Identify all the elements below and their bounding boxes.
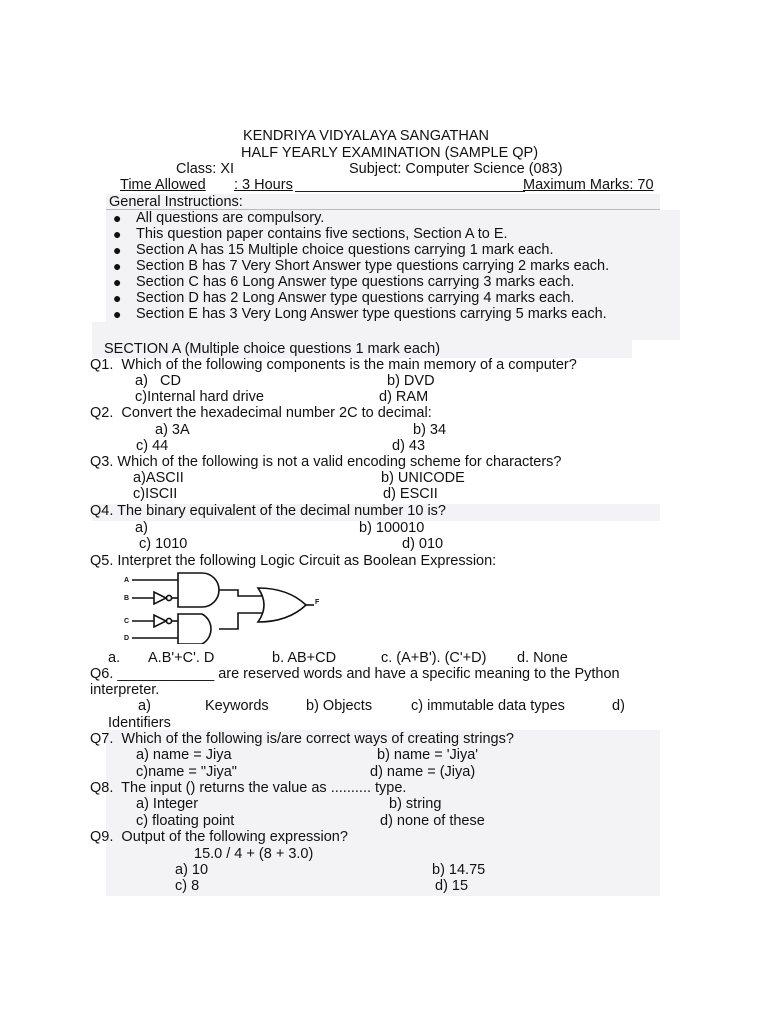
- q1-option-a: a) CD: [135, 373, 181, 389]
- bullet-icon: ●: [113, 290, 122, 306]
- q7-question: Q7. Which of the following is/are correct ways of creating strings?: [90, 731, 514, 747]
- time-allowed-label: Time Allowed: [120, 177, 206, 193]
- q7-option-d: d) name = (Jiya): [370, 764, 476, 780]
- q5-question: Q5. Interpret the following Logic Circuit as Boolean Expression:: [90, 553, 497, 569]
- instruction-item: This question paper contains five sections, Section A to E.: [136, 226, 508, 242]
- q9-option-b: b) 14.75: [432, 862, 486, 878]
- q1-option-c: c)Internal hard drive: [135, 389, 264, 405]
- q8-option-b: b) string: [389, 796, 442, 812]
- q5-option-c: c. (A+B'). (C'+D): [381, 650, 487, 666]
- q4-option-b: b) 100010: [359, 520, 425, 536]
- q6-option-c: c) immutable data types: [411, 698, 565, 714]
- instruction-item: Section A has 15 Multiple choice questions carrying 1 mark each.: [136, 242, 554, 258]
- org-title: KENDRIYA VIDYALAYA SANGATHAN: [243, 128, 490, 144]
- logic-circuit-diagram: [118, 570, 328, 644]
- q7-option-a: a) name = Jiya: [136, 747, 232, 763]
- q4-option-a: a): [135, 520, 148, 536]
- q1-question: Q1. Which of the following components is the main memory of a computer?: [90, 357, 577, 373]
- time-allowed-value: : 3 Hours: [234, 177, 293, 193]
- q6-option-num: a): [138, 698, 151, 714]
- circuit-label-c: C: [124, 618, 130, 625]
- q6-option-d: d): [612, 698, 625, 714]
- section-a-title: SECTION A (Multiple choice questions 1 mark each): [104, 341, 441, 357]
- q9-option-a: a) 10: [175, 862, 209, 878]
- instruction-item: Section C has 6 Long Answer type questions carrying 3 marks each.: [136, 274, 575, 290]
- bullet-icon: ●: [113, 210, 122, 226]
- instruction-item: Section E has 3 Very Long Answer type questions carrying 5 marks each.: [136, 306, 607, 322]
- q5-option-d: d. None: [517, 650, 568, 666]
- q4-option-d: d) 010: [402, 536, 444, 552]
- q8-option-a: a) Integer: [136, 796, 199, 812]
- q8-question: Q8. The input () returns the value as .......... type.: [90, 780, 407, 796]
- q2-option-d: d) 43: [392, 438, 426, 454]
- q3-question: Q3. Which of the following is not a valid encoding scheme for characters?: [90, 454, 562, 470]
- bullet-icon: ●: [113, 242, 122, 258]
- instruction-item: Section D has 2 Long Answer type questions carrying 4 marks each.: [136, 290, 575, 306]
- circuit-label-a: A: [124, 577, 130, 584]
- instruction-item: Section B has 7 Very Short Answer type questions carrying 2 marks each.: [136, 258, 610, 274]
- q1-option-b: b) DVD: [387, 373, 435, 389]
- bullet-icon: ●: [113, 274, 122, 290]
- q1-option-d: d) RAM: [379, 389, 429, 405]
- q3-option-c: c)ISCII: [133, 486, 178, 502]
- instruction-item: All questions are compulsory.: [136, 210, 325, 226]
- q8-option-d: d) none of these: [380, 813, 485, 829]
- q2-option-c: c) 44: [136, 438, 169, 454]
- q6-option-b: b) Objects: [306, 698, 373, 714]
- q6-option-a: Keywords: [205, 698, 269, 714]
- q4-question: Q4. The binary equivalent of the decimal number 10 is?: [90, 503, 446, 519]
- instructions-title: General Instructions:: [109, 194, 243, 210]
- q8-option-c: c) floating point: [136, 813, 235, 829]
- q6-question-cont: interpreter.: [90, 682, 160, 698]
- q2-option-b: b) 34: [413, 422, 447, 438]
- circuit-label-b: B: [124, 595, 130, 602]
- q4-option-c: c) 1010: [139, 536, 188, 552]
- q7-option-c: c)name = "Jiya": [136, 764, 237, 780]
- q3-option-a: a)ASCII: [133, 470, 184, 486]
- q5-option-num: a.: [108, 650, 121, 666]
- q2-question: Q2. Convert the hexadecimal number 2C to decimal:: [90, 405, 432, 421]
- bullet-icon: ●: [113, 258, 122, 274]
- q3-option-d: d) ESCII: [383, 486, 438, 502]
- q6-question: Q6. ____________ are reserved words and have a specific meaning to the Python: [90, 666, 620, 682]
- circuit-label-d: D: [124, 635, 130, 642]
- subject-label: Subject: Computer Science (083): [349, 161, 563, 177]
- q9-option-c: c) 8: [175, 878, 200, 894]
- class-label: Class: XI: [176, 161, 235, 177]
- max-marks: Maximum Marks: 70: [523, 177, 654, 193]
- exam-title: HALF YEARLY EXAMINATION (SAMPLE QP): [241, 145, 539, 161]
- bullet-icon: ●: [113, 306, 122, 322]
- header-rule: [295, 191, 525, 192]
- q7-option-b: b) name = 'Jiya': [377, 747, 479, 763]
- q5-option-b: b. AB+CD: [272, 650, 337, 666]
- q5-option-a: A.B'+C'. D: [148, 650, 215, 666]
- q9-question: Q9. Output of the following expression?: [90, 829, 348, 845]
- q2-option-a: a) 3A: [155, 422, 190, 438]
- bullet-icon: ●: [113, 226, 122, 242]
- q6-option-d-text: Identifiers: [108, 715, 171, 731]
- q9-expression: 15.0 / 4 + (8 + 3.0): [194, 846, 314, 862]
- circuit-label-f: F: [315, 599, 320, 606]
- q9-option-d: d) 15: [435, 878, 469, 894]
- q3-option-b: b) UNICODE: [381, 470, 465, 486]
